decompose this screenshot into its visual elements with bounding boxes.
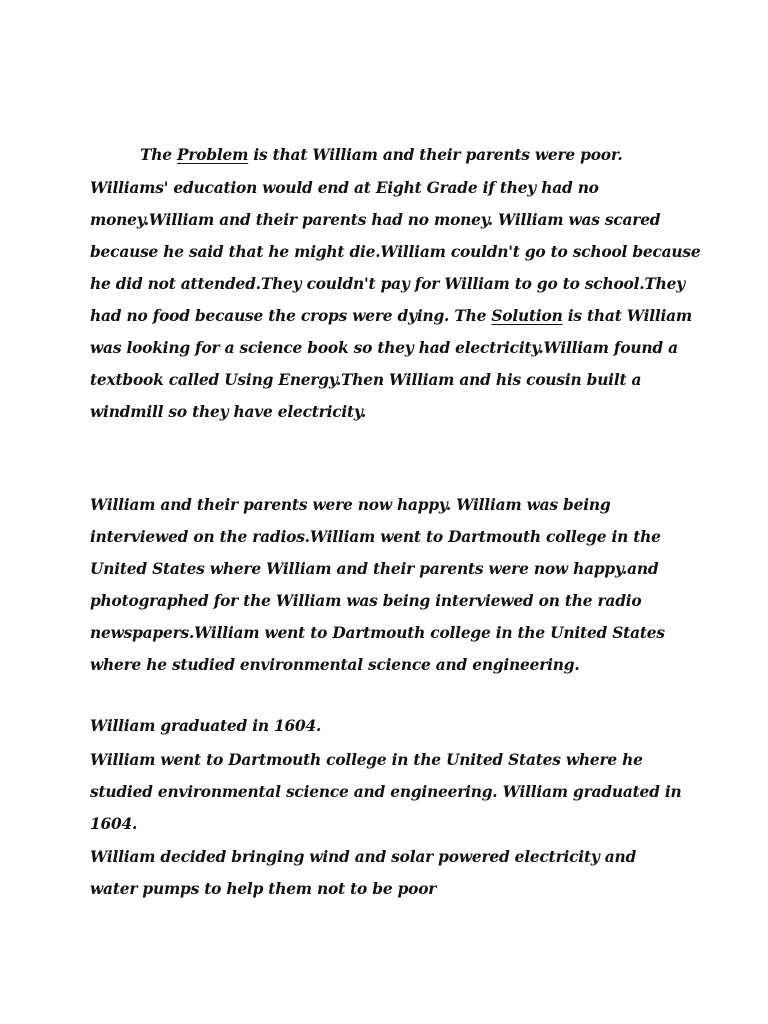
text-line: William graduated in 1604. bbox=[90, 717, 322, 735]
text-line bbox=[90, 306, 692, 326]
problem-keyword: Problem bbox=[177, 146, 249, 164]
text-line: where he studied environmental science and engineering. bbox=[90, 656, 580, 674]
text-line: William and their parents were now happy. William was being bbox=[90, 496, 611, 514]
text-line: textbook called Using Energy.Then William and his cousin built a bbox=[90, 371, 642, 389]
text-line: interviewed on the radios.William went to Dartmouth college in the bbox=[90, 528, 661, 546]
text-span: is that William bbox=[562, 307, 693, 325]
text-line: money.William and their parents had no money. William was scared bbox=[90, 211, 661, 229]
text-line: studied environmental science and engineering. William graduated in bbox=[90, 783, 682, 801]
text-line: 1604. bbox=[90, 815, 138, 833]
solution-keyword: Solution bbox=[491, 307, 563, 325]
text-line: windmill so they have electricity. bbox=[90, 403, 367, 421]
text-line: photographed for the William was being interviewed on the radio bbox=[90, 592, 642, 610]
text-line: William decided bringing wind and solar powered electricity and bbox=[90, 848, 637, 866]
text-span: had no food because the crops were dying. The bbox=[90, 307, 492, 325]
text-line: he did not attended.They couldn't pay for William to go to school.They bbox=[90, 275, 685, 293]
text-line bbox=[140, 145, 623, 165]
text-line: United States where William and their parents were now happy.and bbox=[90, 560, 659, 578]
text-line: water pumps to help them not to be poor bbox=[90, 880, 437, 898]
text-line: because he said that he might die.William couldn't go to school because bbox=[90, 243, 701, 261]
text-line: newspapers.William went to Dartmouth college in the United States bbox=[90, 624, 665, 642]
text-line: William went to Dartmouth college in the United States where he bbox=[90, 751, 643, 769]
text-line: was looking for a science book so they had electricity.William found a bbox=[90, 339, 678, 357]
text-span: is that William and their parents were poor. bbox=[248, 146, 623, 164]
text-line: Williams' education would end at Eight Grade if they had no bbox=[90, 179, 599, 197]
text-span: The bbox=[140, 146, 177, 164]
